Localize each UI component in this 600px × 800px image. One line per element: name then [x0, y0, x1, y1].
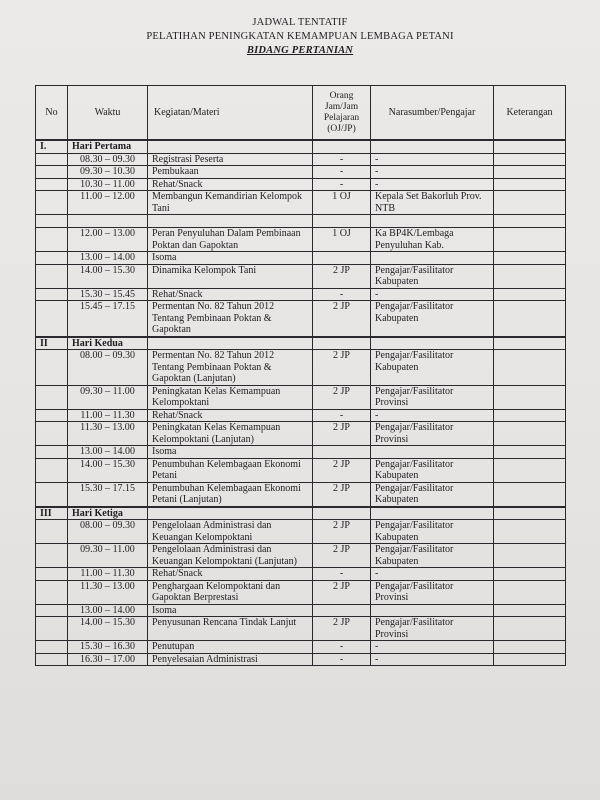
cell-empty [313, 337, 371, 350]
cell-empty [371, 215, 494, 228]
cell-activity: Permentan No. 82 Tahun 2012 Tentang Pembinaan Poktan & Gapoktan (Lanjutan) [148, 350, 313, 386]
cell-empty [36, 215, 68, 228]
cell-no [36, 252, 68, 265]
cell-keterangan [494, 653, 566, 666]
schedule-row [36, 191, 566, 215]
cell-time: 09.30 – 11.00 [68, 385, 148, 409]
cell-no [36, 544, 68, 568]
cell-empty [148, 337, 313, 350]
section-title: Hari Pertama [68, 140, 148, 153]
cell-time: 13.00 – 14.00 [68, 446, 148, 459]
cell-narasumber: Pengajar/Fasilitator Kabupaten [371, 458, 494, 482]
cell-keterangan [494, 288, 566, 301]
cell-keterangan [494, 264, 566, 288]
cell-time: 14.00 – 15.30 [68, 617, 148, 641]
cell-keterangan [494, 228, 566, 252]
cell-empty [371, 507, 494, 520]
cell-narasumber: Pengajar/Fasilitator Kabupaten [371, 264, 494, 288]
section-number: I. [36, 140, 68, 153]
cell-no [36, 604, 68, 617]
cell-ojp: 2 JP [313, 617, 371, 641]
cell-time: 08.00 – 09.30 [68, 350, 148, 386]
cell-activity: Permentan No. 82 Tahun 2012 Tentang Pembinaan Poktan & Gapoktan [148, 301, 313, 337]
schedule-row [36, 385, 566, 409]
cell-keterangan [494, 617, 566, 641]
cell-keterangan [494, 191, 566, 215]
cell-no [36, 653, 68, 666]
cell-no [36, 385, 68, 409]
schedule-row [36, 544, 566, 568]
cell-no [36, 264, 68, 288]
section-row [36, 140, 566, 153]
cell-keterangan [494, 446, 566, 459]
cell-empty [371, 140, 494, 153]
cell-empty [148, 140, 313, 153]
cell-empty [148, 507, 313, 520]
cell-narasumber: - [371, 178, 494, 191]
cell-narasumber [371, 604, 494, 617]
cell-keterangan [494, 544, 566, 568]
cell-keterangan [494, 409, 566, 422]
cell-activity: Pengelolaan Administrasi dan Keuangan Kelompoktani [148, 520, 313, 544]
cell-ojp [313, 446, 371, 459]
cell-narasumber: - [371, 153, 494, 166]
table-header-row [36, 86, 566, 141]
cell-empty [313, 215, 371, 228]
cell-activity: Peran Penyuluhan Dalam Pembinaan Poktan dan Gapoktan [148, 228, 313, 252]
cell-ojp: - [313, 568, 371, 581]
document-title: JADWAL TENTATIF [252, 17, 348, 28]
cell-narasumber: - [371, 409, 494, 422]
cell-time: 15.30 – 17.15 [68, 482, 148, 507]
cell-ojp: - [313, 166, 371, 179]
schedule-row [36, 458, 566, 482]
cell-no [36, 288, 68, 301]
cell-time: 12.00 – 13.00 [68, 228, 148, 252]
cell-activity: Penutupan [148, 641, 313, 654]
cell-activity: Rehat/Snack [148, 409, 313, 422]
schedule-row [36, 446, 566, 459]
cell-narasumber: Kepala Set Bakorluh Prov. NTB [371, 191, 494, 215]
section-row [36, 507, 566, 520]
cell-ojp: - [313, 641, 371, 654]
cell-ojp: 2 JP [313, 264, 371, 288]
document-subtitle: PELATIHAN PENINGKATAN KEMAMPUAN LEMBAGA PETANI [146, 31, 454, 42]
cell-no [36, 350, 68, 386]
cell-time: 11.00 – 11.30 [68, 409, 148, 422]
schedule-row [36, 228, 566, 252]
schedule-row [36, 264, 566, 288]
cell-keterangan [494, 252, 566, 265]
section-title: Hari Kedua [68, 337, 148, 350]
cell-keterangan [494, 580, 566, 604]
cell-narasumber: - [371, 641, 494, 654]
cell-narasumber: Pengajar/Fasilitator Provinsi [371, 617, 494, 641]
cell-no [36, 641, 68, 654]
cell-ojp: 2 JP [313, 520, 371, 544]
cell-activity: Peningkatan Kelas Kemampuan Kelompoktani (Lanjutan) [148, 422, 313, 446]
cell-narasumber: - [371, 166, 494, 179]
col-header-kegiatan: Kegiatan/Materi [148, 86, 313, 141]
cell-time: 15.30 – 16.30 [68, 641, 148, 654]
cell-no [36, 422, 68, 446]
cell-time: 10.30 – 11.00 [68, 178, 148, 191]
cell-time: 16.30 – 17.00 [68, 653, 148, 666]
schedule-row [36, 641, 566, 654]
section-number: III [36, 507, 68, 520]
cell-activity: Peningkatan Kelas Kemampuan Kelompoktani [148, 385, 313, 409]
cell-no [36, 568, 68, 581]
cell-time: 08.00 – 09.30 [68, 520, 148, 544]
cell-time: 11.30 – 13.00 [68, 580, 148, 604]
cell-no [36, 409, 68, 422]
cell-activity: Rehat/Snack [148, 288, 313, 301]
cell-time: 09.30 – 11.00 [68, 544, 148, 568]
schedule-row [36, 580, 566, 604]
cell-ojp: - [313, 653, 371, 666]
col-header-keterangan: Keterangan [494, 86, 566, 141]
cell-ojp: 2 JP [313, 544, 371, 568]
cell-ojp: 2 JP [313, 301, 371, 337]
cell-keterangan [494, 482, 566, 507]
schedule-table [35, 85, 566, 666]
cell-keterangan [494, 422, 566, 446]
cell-time: 13.00 – 14.00 [68, 604, 148, 617]
schedule-row [36, 288, 566, 301]
cell-narasumber: Pengajar/Fasilitator Provinsi [371, 422, 494, 446]
cell-keterangan [494, 178, 566, 191]
cell-empty [313, 507, 371, 520]
cell-no [36, 458, 68, 482]
cell-no [36, 166, 68, 179]
schedule-body [36, 140, 566, 666]
schedule-row [36, 617, 566, 641]
cell-keterangan [494, 166, 566, 179]
col-header-ojp: Orang Jam/Jam Pelajaran (OJ/JP) [313, 86, 371, 141]
cell-no [36, 228, 68, 252]
cell-keterangan [494, 604, 566, 617]
schedule-row [36, 178, 566, 191]
cell-keterangan [494, 641, 566, 654]
cell-no [36, 617, 68, 641]
section-row [36, 337, 566, 350]
cell-ojp: 2 JP [313, 422, 371, 446]
cell-empty [494, 215, 566, 228]
cell-ojp: 2 JP [313, 350, 371, 386]
schedule-row [36, 409, 566, 422]
schedule-row [36, 301, 566, 337]
cell-ojp: 1 OJ [313, 228, 371, 252]
col-header-waktu: Waktu [68, 86, 148, 141]
cell-time: 11.00 – 12.00 [68, 191, 148, 215]
cell-keterangan [494, 301, 566, 337]
cell-no [36, 580, 68, 604]
cell-narasumber: - [371, 653, 494, 666]
cell-time: 09.30 – 10.30 [68, 166, 148, 179]
schedule-row [36, 482, 566, 507]
cell-empty [68, 215, 148, 228]
cell-ojp: - [313, 178, 371, 191]
cell-activity: Rehat/Snack [148, 178, 313, 191]
cell-activity: Penumbuhan Kelembagaan Ekonomi Petani (Lanjutan) [148, 482, 313, 507]
cell-time: 14.00 – 15.30 [68, 458, 148, 482]
cell-keterangan [494, 153, 566, 166]
cell-activity: Penyelesaian Administrasi [148, 653, 313, 666]
schedule-row [36, 153, 566, 166]
cell-empty [494, 507, 566, 520]
cell-empty [371, 337, 494, 350]
cell-activity: Penyusunan Rencana Tindak Lanjut [148, 617, 313, 641]
cell-ojp: 2 JP [313, 580, 371, 604]
cell-no [36, 446, 68, 459]
cell-empty [494, 140, 566, 153]
cell-keterangan [494, 350, 566, 386]
cell-keterangan [494, 520, 566, 544]
cell-keterangan [494, 385, 566, 409]
cell-narasumber: Pengajar/Fasilitator Kabupaten [371, 301, 494, 337]
cell-no [36, 178, 68, 191]
cell-narasumber: - [371, 568, 494, 581]
cell-narasumber: Pengajar/Fasilitator Provinsi [371, 580, 494, 604]
cell-empty [494, 337, 566, 350]
cell-activity: Penghargaan Kelompoktani dan Gapoktan Berprestasi [148, 580, 313, 604]
cell-activity: Dinamika Kelompok Tani [148, 264, 313, 288]
cell-ojp: - [313, 153, 371, 166]
col-header-narasumber: Narasumber/Pengajar [371, 86, 494, 141]
cell-activity: Membangun Kemandirian Kelompok Tani [148, 191, 313, 215]
cell-ojp [313, 604, 371, 617]
cell-keterangan [494, 458, 566, 482]
cell-activity: Penumbuhan Kelembagaan Ekonomi Petani [148, 458, 313, 482]
cell-ojp: - [313, 288, 371, 301]
cell-activity: Isoma [148, 604, 313, 617]
document-field: BIDANG PERTANIAN [246, 45, 354, 56]
cell-narasumber: Ka BP4K/Lembaga Penyuluhan Kab. [371, 228, 494, 252]
cell-narasumber: Pengajar/Fasilitator Kabupaten [371, 544, 494, 568]
cell-activity: Registrasi Peserta [148, 153, 313, 166]
section-title: Hari Ketiga [68, 507, 148, 520]
cell-ojp: - [313, 409, 371, 422]
cell-activity: Pengelolaan Administrasi dan Keuangan Kelompoktani (Lanjutan) [148, 544, 313, 568]
cell-time: 13.00 – 14.00 [68, 252, 148, 265]
cell-narasumber [371, 446, 494, 459]
cell-ojp: 2 JP [313, 482, 371, 507]
cell-ojp: 1 OJ [313, 191, 371, 215]
cell-no [36, 482, 68, 507]
cell-narasumber [371, 252, 494, 265]
schedule-row [36, 422, 566, 446]
cell-narasumber: - [371, 288, 494, 301]
schedule-row [36, 350, 566, 386]
cell-narasumber: Pengajar/Fasilitator Kabupaten [371, 482, 494, 507]
schedule-row [36, 252, 566, 265]
cell-time: 11.30 – 13.00 [68, 422, 148, 446]
cell-no [36, 520, 68, 544]
schedule-row [36, 568, 566, 581]
cell-narasumber: Pengajar/Fasilitator Kabupaten [371, 350, 494, 386]
cell-empty [148, 215, 313, 228]
schedule-row [36, 604, 566, 617]
cell-time: 14.00 – 15.30 [68, 264, 148, 288]
cell-activity: Isoma [148, 446, 313, 459]
schedule-row [36, 653, 566, 666]
cell-narasumber: Pengajar/Fasilitator Provinsi [371, 385, 494, 409]
cell-time: 11.00 – 11.30 [68, 568, 148, 581]
cell-time: 15.45 – 17.15 [68, 301, 148, 337]
cell-no [36, 191, 68, 215]
cell-ojp [313, 252, 371, 265]
col-header-no: No [36, 86, 68, 141]
cell-ojp: 2 JP [313, 385, 371, 409]
cell-activity: Isoma [148, 252, 313, 265]
cell-no [36, 301, 68, 337]
blank-row [36, 215, 566, 228]
cell-time: 15.30 – 15.45 [68, 288, 148, 301]
schedule-row [36, 520, 566, 544]
section-number: II [36, 337, 68, 350]
cell-time: 08.30 – 09.30 [68, 153, 148, 166]
cell-ojp: 2 JP [313, 458, 371, 482]
cell-activity: Pembukaan [148, 166, 313, 179]
cell-keterangan [494, 568, 566, 581]
cell-narasumber: Pengajar/Fasilitator Kabupaten [371, 520, 494, 544]
cell-no [36, 153, 68, 166]
cell-activity: Rehat/Snack [148, 568, 313, 581]
schedule-row [36, 166, 566, 179]
cell-empty [313, 140, 371, 153]
